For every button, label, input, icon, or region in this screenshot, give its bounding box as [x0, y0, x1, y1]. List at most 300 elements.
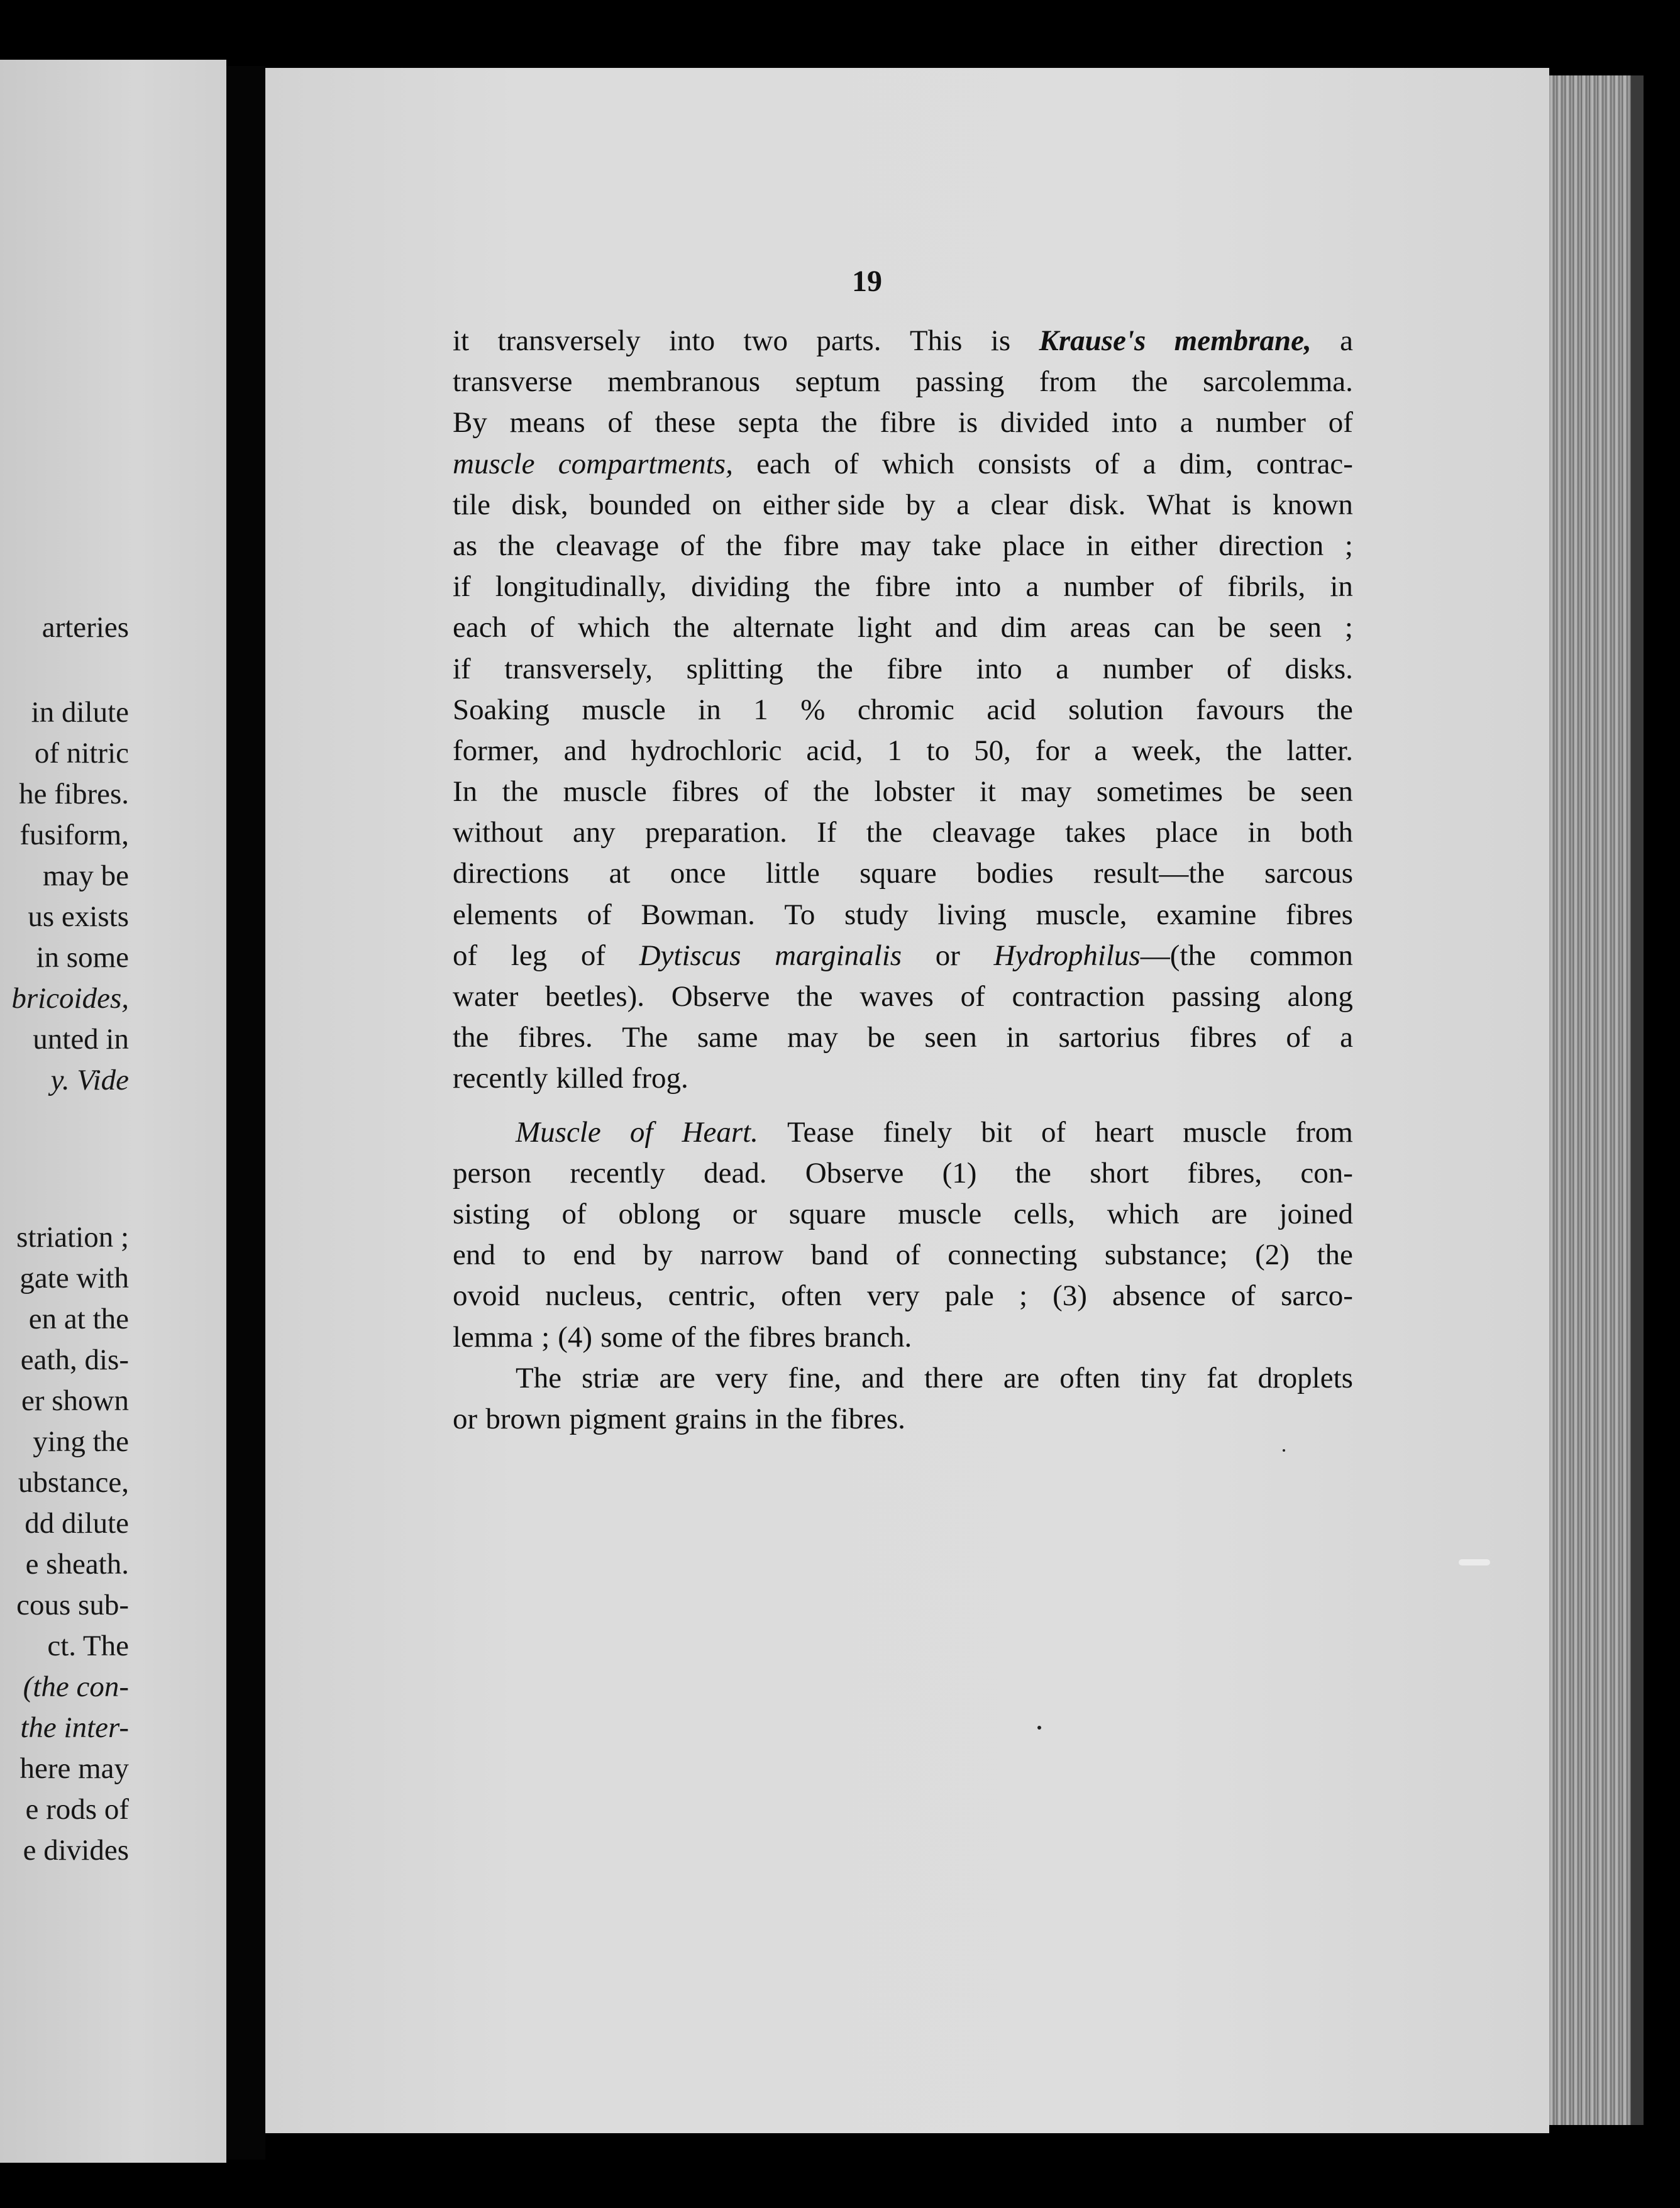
word: areas: [1069, 611, 1131, 644]
word: either: [1130, 529, 1198, 562]
text-line: [453, 444, 1353, 485]
word: same: [697, 1021, 758, 1054]
word: along: [1287, 980, 1353, 1013]
word: seen: [924, 1021, 977, 1054]
body-text: [453, 321, 1353, 1440]
word: acid: [986, 693, 1036, 726]
word: (3): [1053, 1279, 1087, 1313]
word: cleavage: [555, 529, 660, 562]
previous-page-line: of nitric: [34, 737, 129, 770]
word: Observe: [671, 980, 770, 1013]
word: the: [814, 570, 851, 604]
word: seen: [1269, 611, 1322, 644]
text-line: [453, 1112, 1353, 1153]
word: end: [453, 1239, 495, 1272]
word: into: [1111, 406, 1158, 439]
word: of: [1286, 1021, 1311, 1054]
word: fibre: [875, 570, 931, 604]
word: the: [866, 816, 903, 849]
word: What: [1146, 488, 1211, 521]
word: dividing: [691, 570, 790, 604]
word: of: [1328, 406, 1353, 439]
previous-page-line: may be: [42, 859, 129, 892]
word: dim: [1000, 611, 1047, 644]
paper-speck: [1037, 1726, 1041, 1730]
word: a: [1340, 324, 1353, 357]
text-line: [453, 1194, 1353, 1235]
word: end: [573, 1239, 616, 1272]
word: contraction: [1012, 980, 1145, 1013]
word: each: [453, 611, 507, 644]
word: Bowman.: [641, 898, 755, 931]
word: and: [563, 734, 607, 767]
word: (2): [1255, 1239, 1290, 1272]
previous-page-line: he fibres.: [19, 778, 129, 810]
word: contrac-: [1256, 447, 1353, 480]
word: If: [817, 816, 837, 849]
word: square: [788, 1197, 866, 1230]
previous-page-line: er shown: [21, 1384, 129, 1417]
word: in: [1086, 529, 1109, 562]
word: the: [673, 611, 710, 644]
word: the: [1225, 734, 1263, 767]
word: direction: [1219, 529, 1324, 562]
word: of: [763, 775, 788, 809]
word: is: [990, 324, 1011, 357]
word: there: [924, 1361, 983, 1394]
previous-page-line: unted in: [33, 1023, 129, 1056]
word: from: [1039, 365, 1097, 399]
word: without: [453, 816, 543, 849]
word: tiny: [1140, 1361, 1186, 1394]
word: the: [1015, 1156, 1052, 1190]
text-line: [453, 1153, 1353, 1194]
word: in: [1006, 1021, 1029, 1054]
word: tile: [453, 488, 491, 521]
word: beetles).: [545, 980, 645, 1013]
word: of: [1178, 570, 1203, 604]
text-line: [453, 936, 1353, 976]
word: some: [600, 1320, 663, 1354]
word: Observe: [805, 1156, 904, 1190]
previous-page-line: the inter-: [20, 1711, 129, 1744]
word: both: [1300, 816, 1353, 849]
word: often: [781, 1279, 842, 1313]
word: muscle: [898, 1197, 982, 1230]
text-line: [453, 485, 1353, 526]
word: absence: [1112, 1279, 1206, 1313]
word: con-: [1300, 1156, 1353, 1190]
text-line: [453, 1399, 1353, 1440]
word: Soaking: [453, 693, 550, 726]
text-line: [453, 771, 1353, 812]
previous-page-line: us exists: [28, 900, 129, 933]
word: fibres: [671, 775, 739, 809]
word: longitudinally,: [495, 570, 667, 604]
previous-page-line: in some: [36, 941, 129, 974]
previous-page-fragment: [0, 60, 226, 2163]
word: frog.: [631, 1062, 688, 1095]
word: a: [1025, 570, 1039, 604]
word: fibres,: [1187, 1156, 1263, 1190]
word: once: [670, 857, 726, 890]
word: fine,: [788, 1361, 842, 1394]
text-line: [453, 812, 1353, 853]
word: By: [453, 406, 487, 439]
word: of: [580, 939, 605, 972]
word: the: [821, 406, 858, 439]
word: or: [732, 1197, 757, 1230]
word: hydrochloric: [631, 734, 782, 767]
word: (4): [558, 1320, 593, 1354]
word: can: [1154, 611, 1195, 644]
page-edge-shadow: [1631, 75, 1644, 2125]
word: very: [715, 1361, 768, 1394]
word: into: [976, 652, 1022, 685]
word: two: [743, 324, 788, 357]
word: narrow: [700, 1239, 784, 1272]
word: bounded: [589, 488, 691, 521]
word: a: [1094, 734, 1108, 767]
text-line: [453, 526, 1353, 566]
word: of: [529, 611, 555, 644]
word: nucleus,: [545, 1279, 643, 1313]
word: the: [704, 1320, 741, 1354]
word: centric,: [668, 1279, 756, 1313]
word: of: [607, 406, 633, 439]
word: of: [561, 1197, 587, 1230]
word: alternate: [732, 611, 834, 644]
word: favours: [1196, 693, 1285, 726]
word: of: [587, 898, 612, 931]
word: dim,: [1179, 447, 1233, 480]
word: of: [629, 1115, 653, 1149]
word: grains: [674, 1402, 747, 1435]
word: and: [934, 611, 978, 644]
text-line: [453, 853, 1353, 894]
word: ;: [1344, 529, 1353, 562]
word: membranous: [607, 365, 761, 399]
word: a: [1340, 1021, 1353, 1054]
text-line: [453, 649, 1353, 690]
word: sarco-: [1281, 1279, 1353, 1313]
word: if: [453, 570, 471, 604]
word: transversely: [497, 324, 641, 357]
word: connecting: [948, 1239, 1078, 1272]
word: ;: [1019, 1279, 1027, 1313]
word: disks.: [1285, 652, 1353, 685]
word: muscle,: [1036, 898, 1127, 931]
word: recently: [570, 1156, 665, 1190]
word: sartorius: [1058, 1021, 1161, 1054]
word: on: [712, 488, 742, 521]
text-line: [453, 1317, 1353, 1358]
text-line: [453, 1017, 1353, 1058]
previous-page-line: e sheath.: [25, 1548, 129, 1581]
previous-page-line: arteries: [41, 611, 129, 644]
text-line: [453, 321, 1353, 362]
word: the: [1317, 693, 1353, 726]
word: passing: [915, 365, 1005, 399]
word: lobster: [874, 775, 955, 809]
word: band: [810, 1239, 869, 1272]
word: sometimes: [1096, 775, 1223, 809]
text-line: [453, 362, 1353, 402]
word: of: [671, 1320, 696, 1354]
previous-page-line: dd dilute: [25, 1507, 129, 1540]
word: fibrils,: [1227, 570, 1306, 604]
paragraph-krause-membrane: [453, 321, 1353, 1100]
word: marginalis: [775, 939, 902, 972]
word: fibre: [783, 529, 839, 562]
paragraph-muscle-of-heart: [453, 1112, 1353, 1358]
word: Dytiscus: [639, 939, 741, 972]
word: it: [979, 775, 996, 809]
word: common: [1249, 939, 1353, 972]
paper-smudge: [1459, 1559, 1490, 1565]
word: striæ: [582, 1361, 639, 1394]
word: consists: [978, 447, 1071, 480]
word: if: [453, 652, 471, 685]
previous-page-line: y. Vide: [50, 1064, 129, 1096]
word: fibre: [887, 652, 942, 685]
word: often: [1059, 1361, 1120, 1394]
word: these: [655, 406, 716, 439]
word: are: [659, 1361, 695, 1394]
word: chromic: [857, 693, 954, 726]
word: a: [1180, 406, 1193, 439]
word: ovoid: [453, 1279, 521, 1313]
word: joined: [1279, 1197, 1353, 1230]
word: cells,: [1014, 1197, 1075, 1230]
word: in: [754, 1402, 778, 1435]
word: To: [784, 898, 815, 931]
word: water: [453, 980, 519, 1013]
word: oblong: [618, 1197, 701, 1230]
word: leg: [511, 939, 548, 972]
word: place: [1156, 816, 1219, 849]
word: substance;: [1104, 1239, 1228, 1272]
text-line: [453, 895, 1353, 936]
word: result—the: [1093, 857, 1225, 890]
previous-page-line: (the con-: [23, 1670, 129, 1703]
text-line: [453, 1358, 1353, 1399]
word: septa: [738, 406, 799, 439]
word: brown: [485, 1402, 561, 1435]
word: solution: [1068, 693, 1164, 726]
word: number: [1102, 652, 1193, 685]
word: of: [1041, 1115, 1066, 1149]
word: sarcolemma.: [1203, 365, 1353, 399]
word: the: [1317, 1239, 1353, 1272]
word: a: [956, 488, 970, 521]
word: in: [1247, 816, 1271, 849]
word: is: [1232, 488, 1252, 521]
previous-page-line: striation ;: [16, 1221, 129, 1254]
word: the: [498, 529, 535, 562]
word: of: [895, 1239, 920, 1272]
previous-page-line: ying the: [33, 1425, 129, 1458]
word: seen: [1300, 775, 1353, 809]
word: from: [1295, 1115, 1353, 1149]
word: for: [1035, 734, 1070, 767]
previous-page-line: eath, dis-: [20, 1344, 129, 1376]
page-number: 19: [852, 265, 882, 298]
word: into: [668, 324, 716, 357]
word: droplets: [1257, 1361, 1353, 1394]
previous-page-line: ct. The: [47, 1630, 129, 1662]
word: acid,: [806, 734, 863, 767]
word: square: [859, 857, 937, 890]
word: a: [1056, 652, 1069, 685]
word: a: [1142, 447, 1156, 480]
word: is: [958, 406, 978, 439]
word: means: [509, 406, 585, 439]
word: of: [453, 939, 478, 972]
text-line: [453, 1235, 1353, 1276]
word: In: [453, 775, 478, 809]
previous-page-line: fusiform,: [19, 819, 129, 851]
previous-page-line: en at the: [28, 1303, 129, 1335]
word: cleavage: [932, 816, 1036, 849]
word: parts.: [816, 324, 881, 357]
word: week,: [1132, 734, 1202, 767]
word: disk,: [511, 488, 568, 521]
word: dead.: [704, 1156, 767, 1190]
word: to: [522, 1239, 546, 1272]
paper-speck: [1283, 1449, 1285, 1452]
word: bodies: [976, 857, 1054, 890]
word: may: [1020, 775, 1072, 809]
word: in: [698, 693, 721, 726]
word: branch.: [824, 1320, 912, 1354]
previous-page-line: cous sub-: [16, 1589, 129, 1621]
word: or: [453, 1402, 478, 1435]
word: membrane,: [1174, 324, 1312, 357]
page-block-edges: [1549, 75, 1631, 2125]
word: light: [857, 611, 912, 644]
word: either side: [762, 488, 885, 521]
text-line: [453, 402, 1353, 443]
previous-page-line: in dilute: [31, 696, 129, 729]
text-line: [453, 731, 1353, 771]
word: pale: [944, 1279, 994, 1313]
word: may: [860, 529, 912, 562]
word: septum: [795, 365, 881, 399]
text-line: [453, 566, 1353, 607]
word: 1: [753, 693, 768, 726]
word: compartments,: [558, 447, 733, 480]
word: Tease: [787, 1115, 854, 1149]
word: each: [756, 447, 811, 480]
word: divided: [1000, 406, 1089, 439]
text-line: [453, 1058, 1353, 1099]
word: passing: [1171, 980, 1261, 1013]
word: fibres: [1189, 1021, 1257, 1054]
word: the: [453, 1021, 489, 1054]
word: are: [1003, 1361, 1040, 1394]
word: the: [502, 775, 539, 809]
word: Muscle: [516, 1115, 601, 1149]
word: fibres.: [831, 1402, 905, 1435]
word: splitting: [686, 652, 783, 685]
word: former,: [453, 734, 539, 767]
word: muscle: [1183, 1115, 1267, 1149]
word: very: [866, 1279, 920, 1313]
previous-page-line: here may: [19, 1752, 129, 1785]
word: be: [1218, 611, 1246, 644]
word: and: [861, 1361, 905, 1394]
word: preparation.: [645, 816, 787, 849]
word: of: [1226, 652, 1251, 685]
word: to: [926, 734, 950, 767]
word: sarcous: [1264, 857, 1353, 890]
text-line: [453, 976, 1353, 1017]
word: lemma: [453, 1320, 533, 1354]
word: 1: [887, 734, 902, 767]
word: clear: [990, 488, 1048, 521]
word: as: [453, 529, 478, 562]
word: of: [960, 980, 985, 1013]
word: ;: [541, 1320, 550, 1354]
word: it: [453, 324, 470, 357]
word: be: [867, 1021, 895, 1054]
word: at: [609, 857, 631, 890]
word: the: [786, 1402, 822, 1435]
word: Heart.: [682, 1115, 758, 1149]
previous-page-line: e divides: [23, 1834, 129, 1867]
word: known: [1272, 488, 1353, 521]
word: Krause's: [1039, 324, 1146, 357]
word: fibres: [1285, 898, 1353, 931]
word: number: [1063, 570, 1154, 604]
word: elements: [453, 898, 558, 931]
word: Hydrophilus—(the: [993, 939, 1216, 972]
word: little: [765, 857, 820, 890]
word: which: [578, 611, 650, 644]
word: fibre: [880, 406, 936, 439]
word: takes: [1065, 816, 1126, 849]
word: number: [1215, 406, 1306, 439]
book-gutter: [226, 66, 265, 2160]
word: of: [1095, 447, 1120, 480]
word: of: [834, 447, 859, 480]
word: examine: [1156, 898, 1257, 931]
word: finely: [883, 1115, 953, 1149]
word: sisting: [453, 1197, 530, 1230]
paragraph-striae: [453, 1358, 1353, 1440]
word: ;: [1344, 611, 1353, 644]
previous-page-line: e rods of: [25, 1793, 129, 1826]
word: which: [881, 447, 954, 480]
word: directions: [453, 857, 570, 890]
word: by: [643, 1239, 673, 1272]
word: fibres: [748, 1320, 816, 1354]
word: waves: [859, 980, 934, 1013]
word: may: [787, 1021, 838, 1054]
word: into: [955, 570, 1002, 604]
word: which: [1107, 1197, 1180, 1230]
word: be: [1247, 775, 1276, 809]
word: are: [1211, 1197, 1247, 1230]
word: %: [800, 693, 826, 726]
word: study: [844, 898, 909, 931]
word: bit: [981, 1115, 1012, 1149]
word: the: [813, 775, 849, 809]
word: The: [622, 1021, 668, 1054]
word: by: [905, 488, 936, 521]
word: transversely,: [504, 652, 653, 685]
